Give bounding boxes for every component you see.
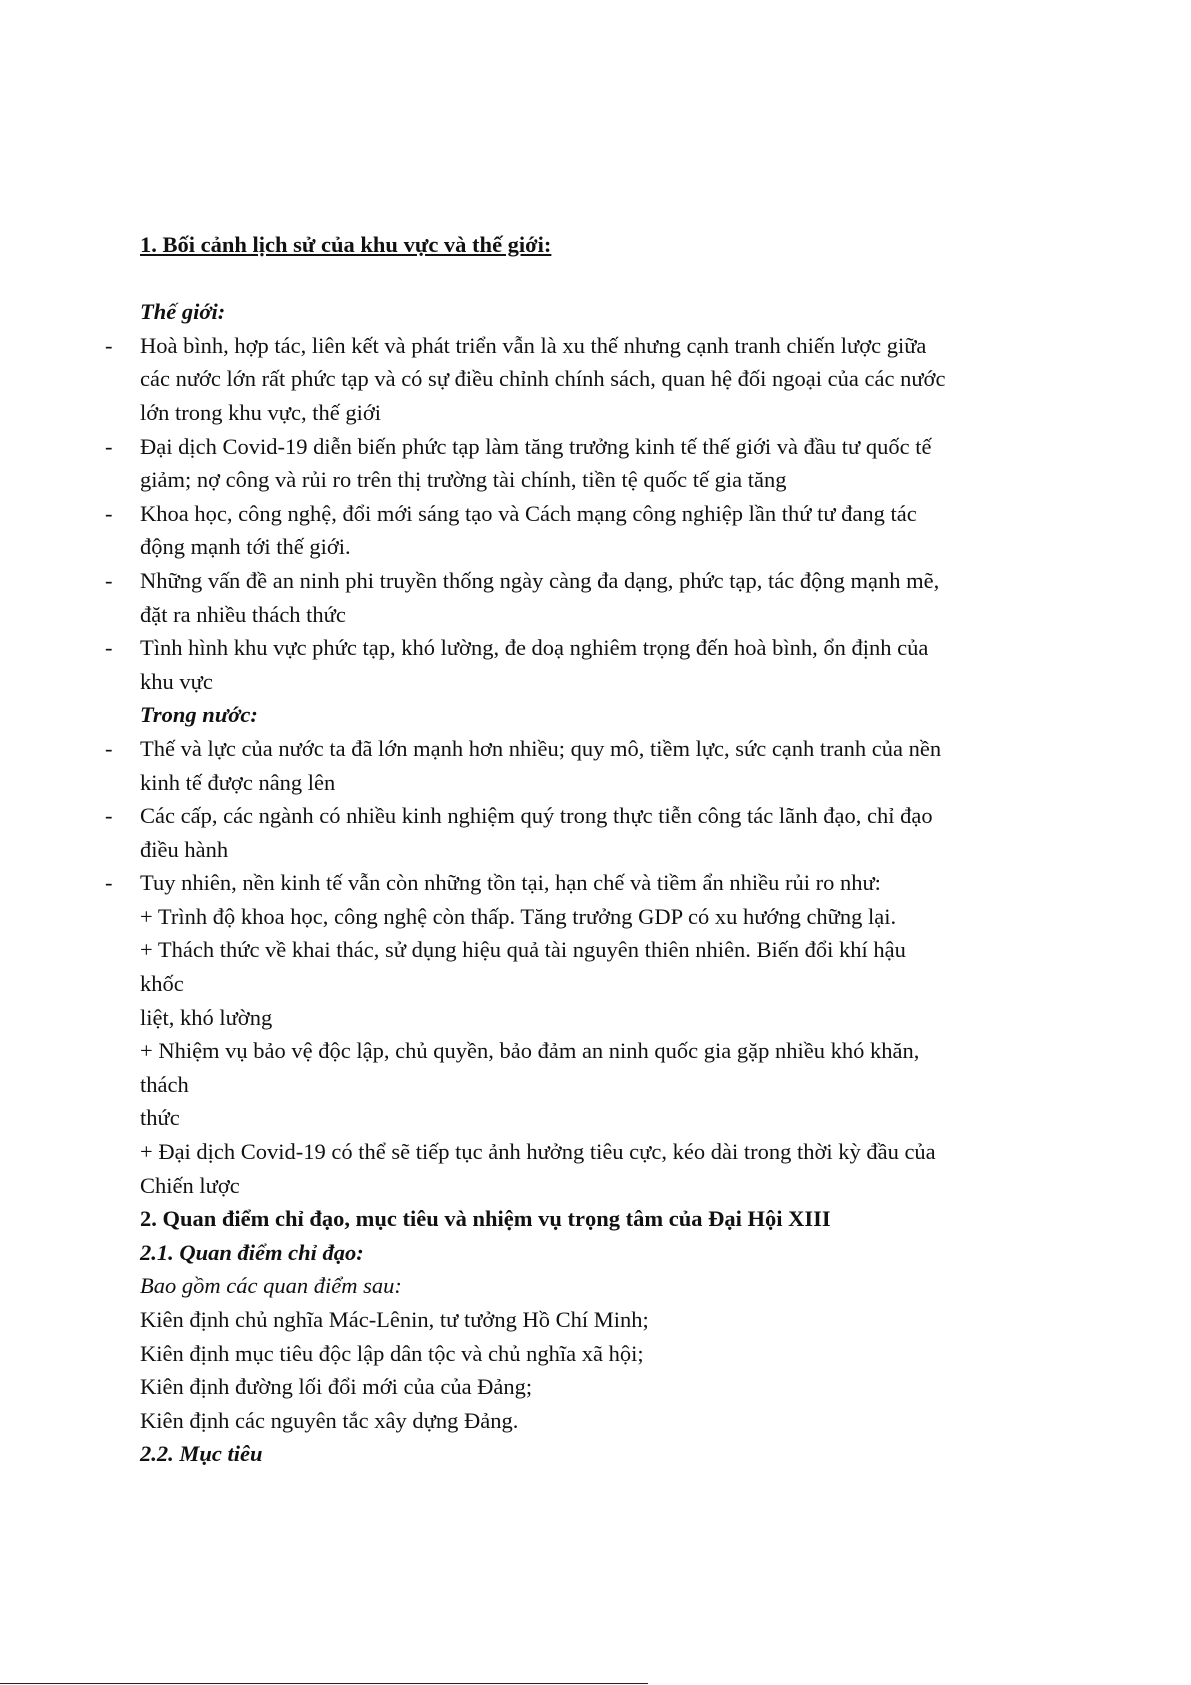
world-bullet-list [105,329,1070,699]
sub-point: + Trình độ khoa học, công nghệ còn thấp. Tăng trưởng GDP có xu hướng chững lại. [140,903,897,929]
sub-point: thách [140,1071,189,1097]
sub-point: liệt, khó lường [140,1004,273,1030]
list-item: - Đại dịch Covid-19 diễn biến phức tạp làm tăng trưởng kinh tế thế giới và đầu tư quốc tế giảm; nợ công và rủi ro trên thị trường tài chính, tiền tệ quốc tế gia tăng [140,430,1070,497]
domestic-bullet-list [105,732,1070,900]
bullet-marker: - [105,433,113,459]
section1-heading: 1. Bối cảnh lịch sử của khu vực và thế giới: [140,232,552,257]
sub-point: + Đại dịch Covid-19 có thể sẽ tiếp tục ảnh hưởng tiêu cực, kéo dài trong thời kỳ đầu của [140,1139,936,1165]
section2-heading: 2. Quan điểm chỉ đạo, mục tiêu và nhiệm vụ trọng tâm của Đại Hội XIII [140,1206,831,1232]
sub-point: thức [140,1105,180,1131]
bullet-marker: - [105,735,113,761]
sub-point: Chiến lược [140,1172,240,1198]
list-item: - Tình hình khu vực phức tạp, khó lường, đe doạ nghiêm trọng đến hoà bình, ổn định của khu vực [140,631,1070,698]
blank-line [140,262,1070,296]
domestic-label: Trong nước: [140,702,258,728]
sub-point: + Nhiệm vụ bảo vệ độc lập, chủ quyền, bảo đảm an ninh quốc gia gặp nhiều khó khăn, [140,1038,920,1064]
document-body [105,228,1070,1471]
viewpoint-list [140,1303,1070,1437]
list-item: - Thế và lực của nước ta đã lớn mạnh hơn nhiều; quy mô, tiềm lực, sức cạnh tranh của nền kinh tế được nâng lên [140,732,1070,799]
list-item: - Khoa học, công nghệ, đổi mới sáng tạo và Cách mạng công nghiệp lần thứ tư đang tác động mạnh tới thế giới. [140,497,1070,564]
footnote-divider [0,1683,648,1684]
world-label: Thế giới: [140,299,226,325]
bullet-marker: - [105,567,113,593]
section2-1-intro: Bao gồm các quan điểm sau: [140,1273,402,1299]
list-item: Kiên định đường lối đổi mới của của Đảng; [140,1374,533,1400]
list-item: - Các cấp, các ngành có nhiều kinh nghiệm quý trong thực tiễn công tác lãnh đạo, chỉ đạo điều hành [140,799,1070,866]
sub-point-list [140,900,1070,1202]
bullet-marker: - [105,870,113,896]
list-item: Kiên định chủ nghĩa Mác-Lênin, tư tưởng Hồ Chí Minh; [140,1307,649,1332]
bullet-marker: - [105,332,113,358]
list-item: - Những vấn đề an ninh phi truyền thống ngày càng đa dạng, phức tạp, tác động mạnh mẽ, đặt ra nhiều thách thức [140,564,1070,631]
sub-point: + Thách thức về khai thác, sử dụng hiệu quả tài nguyên thiên nhiên. Biến đổi khí hậu [140,937,906,963]
list-item: - Tuy nhiên, nền kinh tế vẫn còn những tồn tại, hạn chế và tiềm ẩn nhiều rủi ro như: [140,866,1070,900]
sub-point: khốc [140,971,184,997]
list-item: Kiên định các nguyên tắc xây dựng Đảng. [140,1407,519,1433]
bullet-marker: - [105,500,113,526]
section2-2-heading: 2.2. Mục tiêu [140,1441,263,1467]
section2-1-heading: 2.1. Quan điểm chỉ đạo: [140,1239,364,1265]
bullet-marker: - [105,635,113,661]
list-item: - Hoà bình, hợp tác, liên kết và phát triển vẫn là xu thế nhưng cạnh tranh chiến lược giữa các nước lớn rất phức tạp và có sự điều chỉnh chính sách, quan hệ đối ngoại của các nước lớn trong khu vực, thế giới [140,329,1070,430]
bullet-marker: - [105,803,113,829]
list-item: Kiên định mục tiêu độc lập dân tộc và chủ nghĩa xã hội; [140,1340,644,1366]
